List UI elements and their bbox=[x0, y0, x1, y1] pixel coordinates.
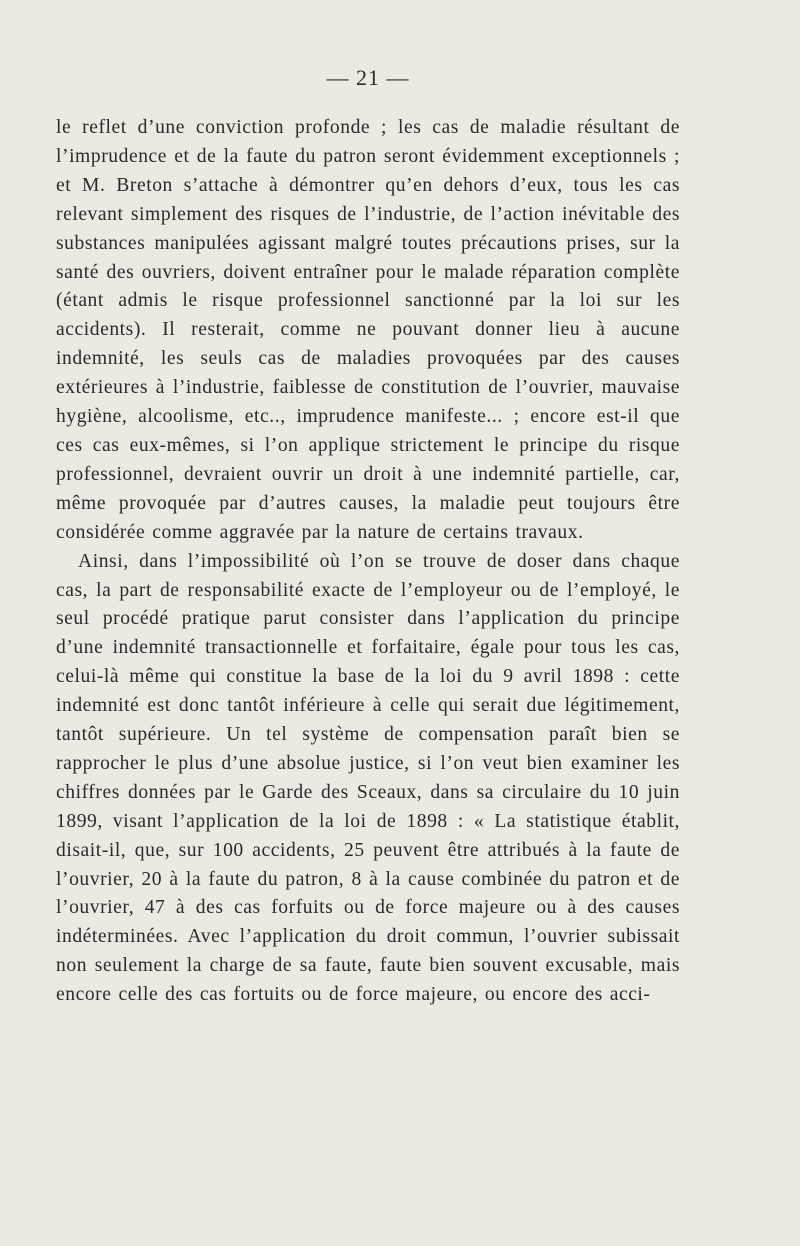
body-text bbox=[56, 114, 680, 1010]
page-number: — 21 — bbox=[326, 65, 410, 90]
paragraph-1: le reflet d’une conviction profonde ; les cas de maladie résultant de l’imprudence et de la faute du patron seront évidemment exceptionnels ; et M. Breton s’attache à démontrer qu’en dehors d’eux, tous les cas relevant simplement des risques de l’industrie, de l’action inévitable des substances manipulées agissant malgré toutes précautions prises, sur la santé des ouvriers, doivent entraîner pour le malade réparation complète (étant admis le risque professionnel sanctionné par la loi sur les accidents). Il resterait, comme ne pouvant donner lieu à aucune indemnité, les seuls cas de maladies provoquées par des causes extérieures à l’industrie, faiblesse de constitution de l’ouvrier, mauvaise hygiène, alcoolisme, etc.., imprudence manifeste... ; encore est-il que ces cas eux-mêmes, si l’on applique strictement le principe du risque professionnel, devraient ouvrir un droit à une indemnité partielle, car, même provoquée par d’autres causes, la maladie peut toujours être considérée comme aggravée par la nature de certains travaux. bbox=[56, 117, 680, 543]
paragraph-2: Ainsi, dans l’impossibilité où l’on se trouve de doser dans chaque cas, la part de responsabilité exacte de l’employeur ou de l’employé, le seul procédé pratique parut consister dans l’application du principe d’une indemnité transactionnelle et forfaitaire, égale pour tous les cas, celui-là même qui constitue la base de la loi du 9 avril 1898 : cette indemnité est donc tantôt inférieure à celle qui serait due légitimement, tantôt supérieure. Un tel système de compensation paraît bien se rapprocher le plus d’une absolue justice, si l’on veut bien examiner les chiffres données par le Garde des Sceaux, dans sa circulaire du 10 juin 1899, visant l’application de la loi de 1898 : « La statistique établit, disait-il, que, sur 100 accidents, 25 peuvent être attribués à la faute de l’ouvrier, 20 à la faute du patron, 8 à la cause combinée du patron et de l’ouvrier, 47 à des cas forfuits ou de force majeure ou à des causes indéterminées. Avec l’application du droit commun, l’ouvrier subissait non seulement la charge de sa faute, faute bien souvent excusable, mais encore celle des cas fortuits ou de force majeure, ou encore des acci- bbox=[56, 550, 680, 1006]
